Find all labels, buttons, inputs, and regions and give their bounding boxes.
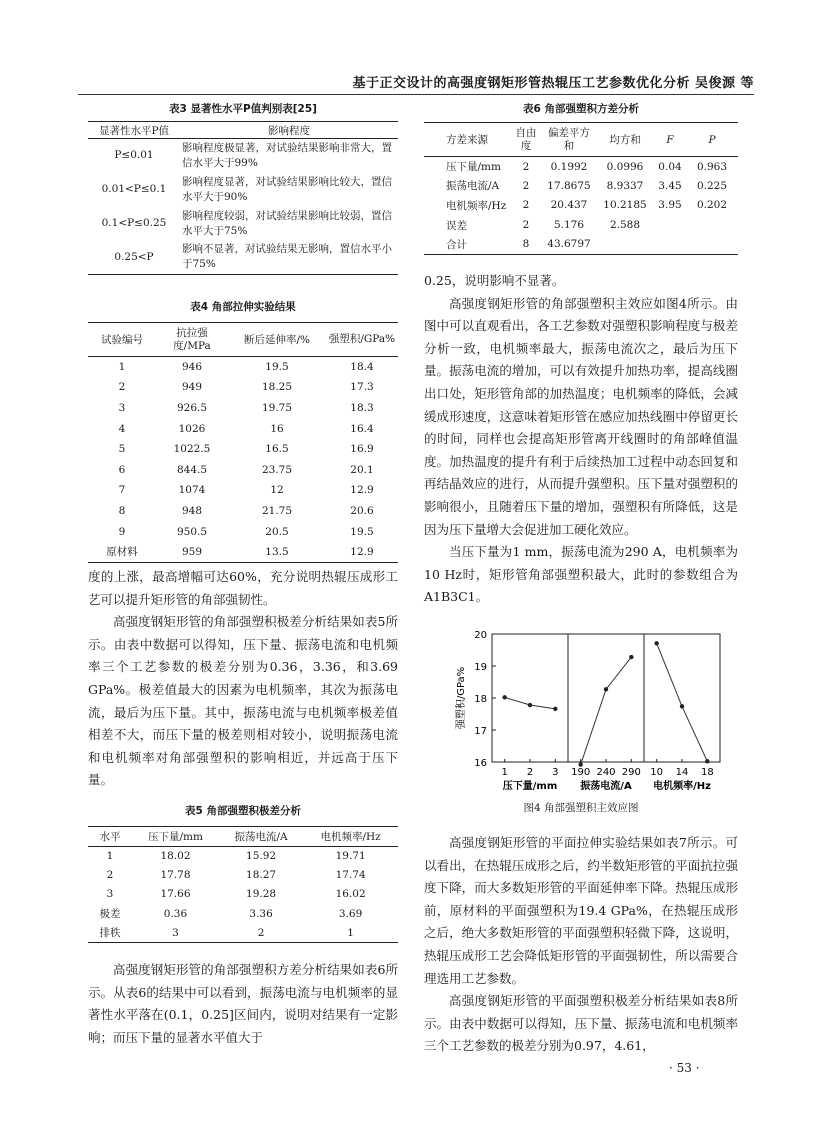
table4-row	[88, 418, 398, 439]
table4-cell: 959	[181, 545, 203, 558]
header-rule	[78, 94, 754, 95]
table5-cell: 18.02	[160, 850, 191, 863]
table4-cell: 16.4	[350, 422, 374, 435]
table5-row	[88, 866, 398, 885]
y-axis-label: 强塑积/GPa%	[456, 666, 467, 730]
table5-row	[88, 904, 398, 923]
data-point	[629, 655, 633, 659]
table4-row	[88, 377, 398, 398]
table4-cell: 8	[118, 504, 126, 517]
table5-row	[88, 885, 398, 904]
table6-cell: 误差	[446, 219, 467, 232]
table5-cell: 15.92	[246, 850, 277, 863]
x-tick-label: 3	[552, 767, 559, 778]
table4-cell: 12.9	[350, 545, 374, 558]
table6-cell: 2	[522, 179, 530, 192]
table6-header: 均方和	[609, 134, 641, 146]
right-paragraph-2: 高强度钢矩形管的角部强塑积主效应如图4所示。由图中可以直观看出，各工艺参数对强塑积影响程度与极差分析一致，电机频率最大，振荡电流次之，最后为压下量。振荡电流的增加，可以有效提升加热功率，提高线圈出口处，矩形管角部的加热温度；电机频率的降低，会减缓成形速度，这意味着矩形管在感应加热线圈中停留更长的时间，同样也会提高矩形管离开线圈时的角部峰值温度。加热温度的提升有利于后续热加工过程中动态回复和再结晶效应的进行，从而提升强塑积。压下量对强塑积的影响很小，且随着压下量的增加，强塑积有所降低，这是因为压下量增大会促进加工硬化效应。	[424, 295, 738, 537]
table4-cell: 23.75	[261, 463, 293, 476]
y-tick-label: 19	[474, 662, 487, 673]
table5-cell: 18.27	[246, 869, 277, 882]
x-tick-label: 2	[526, 767, 534, 778]
table3-row	[88, 207, 398, 241]
table4-cell: 5	[118, 443, 126, 456]
table3-cell: 影响程度显著，对试验结果影响比较大，置信水平大于90%	[182, 175, 392, 203]
table4-cell: 946	[181, 361, 203, 374]
left-paragraph-3: 高强度钢矩形管的角部强塑积方差分析结果如表6所示。从表6的结果中可以看到，振荡电流与电机频率的显著性水平落在(0.1，0.25]区间内，说明对结果有一定影响；而压下量的显著水平值大于	[88, 962, 398, 1045]
table6-cell: 振荡电流/A	[446, 180, 500, 193]
table5-row	[88, 923, 398, 942]
table4-cell: 16.5	[265, 443, 289, 456]
table5-cell: 17.74	[335, 869, 366, 882]
table4-header: 强塑积/GPa%	[328, 333, 396, 345]
table6-cell: 压下量/mm	[446, 161, 501, 174]
left-paragraph-1: 度的上涨，最高增幅可达60%，充分说明热辊压成形工艺可以提升矩形管的角部强韧性。	[88, 569, 398, 607]
table3-header: 影响程度	[268, 124, 310, 137]
table5	[88, 804, 398, 943]
table6-cell: 0.0996	[606, 160, 644, 173]
table6-cell: 17.8675	[547, 179, 591, 192]
table5-cell: 3.36	[249, 907, 273, 920]
table6-cell: 0.202	[696, 199, 728, 212]
table4-cell: 20.1	[350, 463, 374, 476]
table4-row	[88, 521, 398, 542]
table5-cell: 3	[106, 888, 114, 901]
table5-cell: 1	[347, 926, 354, 939]
table4-header: 抗拉强度/MPa	[173, 326, 211, 352]
table6-row	[424, 196, 738, 216]
table5-cell: 19.71	[335, 850, 366, 863]
table6-cell: 43.6797	[547, 238, 591, 251]
table5-cell: 2	[257, 926, 265, 939]
table5-cell: 0.36	[163, 907, 188, 920]
right-paragraph-1: 0.25，说明影响不显著。	[424, 273, 565, 288]
data-point	[502, 695, 506, 699]
table4-row	[88, 542, 398, 563]
x-tick-label: 190	[571, 767, 591, 778]
table4-row	[88, 439, 398, 460]
y-tick-label: 20	[474, 630, 487, 641]
table5-cell: 2	[106, 869, 114, 882]
x-axis-label: 振荡电流/A	[580, 781, 632, 792]
x-axis-label: 电机频率/Hz	[653, 781, 711, 792]
table5-cell: 3	[172, 926, 179, 939]
table6-cell: 0.04	[658, 160, 682, 173]
y-tick-label: 16	[474, 758, 487, 769]
table4-cell: 18.25	[261, 381, 293, 394]
right-text-block-1	[424, 270, 738, 609]
x-tick-label: 18	[700, 767, 714, 778]
table4-row	[88, 459, 398, 480]
table5-header: 压下量/mm	[148, 831, 203, 843]
page-number: · 53 ·	[669, 1061, 700, 1075]
table4-cell: 6	[118, 463, 126, 476]
table4	[88, 300, 398, 563]
series-line	[581, 657, 632, 765]
x-tick-label: 1	[501, 767, 508, 778]
table5-cell: 17.78	[160, 869, 191, 882]
table5-caption: 表5 角部强塑积极差分析	[185, 805, 301, 817]
table4-cell: 949	[181, 381, 203, 394]
table6-cell: 2	[522, 160, 530, 173]
table6-cell: 3.45	[658, 179, 682, 192]
x-axis-label: 压下量/mm	[502, 781, 558, 792]
table6-cell: 8	[522, 238, 530, 251]
table6-row	[424, 176, 738, 196]
table5-cell: 极差	[99, 908, 121, 921]
table5-row	[88, 847, 398, 866]
table3-cell: 0.25<P	[114, 250, 154, 263]
table6-header: F	[666, 133, 674, 146]
table6-header: 方差来源	[446, 134, 488, 146]
table6-cell: 合计	[446, 238, 467, 251]
y-tick-label: 17	[474, 726, 487, 737]
table6-cell	[596, 235, 654, 255]
table6-cell: 0.225	[696, 179, 728, 192]
y-tick-label: 18	[474, 694, 487, 705]
main-effects-chart	[424, 622, 738, 818]
table6-cell	[654, 235, 686, 255]
table3-cell: 0.01<P≤0.1	[101, 183, 167, 195]
table4-cell: 13.5	[265, 545, 289, 558]
left-paragraph-2: 高强度钢矩形管的角部强塑积极差分析结果如表5所示。由表中数据可以得知，压下量、振荡电流和电机频率三个工艺参数的极差分别为0.36，3.36，和3.69 GPa%。极差值最大的因素为电机频率，其次为振荡电流，最后为压下量。其中，振荡电流与电机频率极差值相差不大，而压下量的极差则相对较小，说明振荡电流和电机频率对角部强塑积的影响相近，并远高于压下量。	[88, 614, 398, 788]
data-point	[604, 687, 608, 691]
table4-cell: 3	[118, 401, 126, 414]
table3-cell: 影响程度较弱，对试验结果影响比较弱，置信水平大于75%	[182, 209, 392, 237]
right-text-block-2	[424, 832, 738, 1058]
data-point	[528, 703, 532, 707]
right-paragraph-4: 高强度钢矩形管的平面拉伸实验结果如表7所示。可以看出，在热辊压成形之后，约半数矩形管的平面抗拉强度下降，而大多数矩形管的平面延伸率下降。热辊压成形前，原材料的平面强塑积为19.4 GPa%，在热辊压成形之后，绝大多数矩形管的平面强塑积轻微下降，这说明，热辊压成形工艺会降低矩形管的平面强韧性，所以需要合理选用工艺参数。	[424, 835, 738, 986]
x-tick-label: 14	[675, 767, 689, 778]
table6-cell: 8.9337	[606, 179, 644, 192]
table3-cell: 影响不显著，对试验结果无影响，置信水平小于75%	[182, 243, 392, 271]
table6-cell: 10.2185	[603, 199, 647, 212]
table4-cell: 926.5	[176, 401, 208, 414]
table3-cell: P≤0.01	[114, 149, 154, 162]
table3-row	[88, 139, 398, 173]
table5-cell: 16.02	[335, 888, 366, 901]
left-text-block-1	[88, 566, 398, 792]
table4-cell: 18.3	[350, 401, 374, 414]
table4-cell: 1022.5	[173, 443, 211, 456]
x-tick-label: 10	[650, 767, 664, 778]
table6-row	[424, 157, 738, 177]
table5-cell: 3.69	[338, 907, 363, 920]
data-point	[680, 704, 684, 708]
table6-cell: 2	[522, 219, 530, 232]
left-text-block-2	[88, 959, 398, 1049]
table4-cell: 21.75	[261, 504, 293, 517]
table4-cell: 19.5	[265, 361, 289, 374]
table6-cell: 20.437	[550, 199, 588, 212]
table4-cell: 12.9	[350, 484, 374, 497]
table4-row	[88, 480, 398, 501]
table4-cell: 950.5	[176, 525, 208, 538]
table4-cell: 17.3	[350, 381, 374, 394]
running-title: 基于正交设计的高强度钢矩形管热辊压工艺参数优化分析 吴俊源 等	[352, 76, 754, 91]
table4-row	[88, 357, 398, 378]
table4-cell: 19.5	[350, 525, 374, 538]
table4-cell: 原材料	[106, 546, 138, 559]
table6-caption: 表6 角部强塑积方差分析	[523, 103, 639, 115]
table4-row	[88, 398, 398, 419]
table6-cell	[686, 215, 738, 235]
table4-cell: 7	[118, 484, 126, 497]
table6-cell: 0.1992	[550, 160, 588, 173]
table4-header: 断后延伸率/%	[243, 334, 310, 346]
right-paragraph-3: 当压下量为1 mm，振荡电流为290 A，电机频率为10 Hz时，矩形管角部强塑积最大，此时的参数组合为A1B3C1。	[424, 544, 738, 605]
table5-cell: 17.66	[160, 888, 191, 901]
table4-cell: 20.6	[350, 504, 374, 517]
table6-cell: 2	[522, 199, 530, 212]
table4-cell: 1026	[178, 422, 206, 435]
table6-header: 自由度	[515, 126, 537, 152]
x-tick-label: 290	[621, 767, 641, 778]
table4-cell: 16.9	[350, 443, 374, 456]
right-paragraph-5: 高强度钢矩形管的平面强塑积极差分析结果如表8所示。由表中数据可以得知，压下量、振荡电流和电机频率三个工艺参数的极差分别为0.97，4.61，	[424, 993, 738, 1054]
x-tick-label: 240	[596, 767, 616, 778]
table6	[424, 102, 738, 255]
table4-cell: 19.75	[261, 401, 293, 414]
table4-cell: 1	[118, 361, 126, 374]
table4-cell: 16	[270, 422, 284, 435]
table4-header: 试验编号	[101, 334, 143, 346]
table6-cell: 3.95	[658, 199, 682, 212]
table4-cell: 844.5	[176, 463, 208, 476]
table5-header: 振荡电流/A	[234, 831, 288, 843]
table6-cell: 电机频率/Hz	[446, 199, 507, 212]
plot-frame	[492, 634, 720, 762]
table6-header: 偏差平方和	[548, 126, 590, 152]
table4-cell: 4	[118, 422, 126, 435]
table4-cell: 1074	[178, 484, 206, 497]
table4-cell: 18.4	[350, 361, 374, 374]
table6-cell: 2.588	[609, 219, 641, 232]
table5-cell: 排秩	[99, 927, 121, 940]
table3-row	[88, 241, 398, 275]
table3-header: 显著性水平P值	[98, 124, 170, 137]
table4-cell: 948	[181, 504, 203, 517]
table5-cell: 1	[106, 850, 114, 863]
table6-cell: 5.176	[553, 219, 585, 232]
table4-cell: 20.5	[265, 525, 289, 538]
table3	[88, 102, 398, 275]
table6-cell: 0.963	[696, 160, 728, 173]
table3-row	[88, 173, 398, 207]
table4-caption: 表4 角部拉伸实验结果	[190, 301, 296, 313]
figure4	[424, 622, 738, 818]
table4-cell: 2	[118, 381, 126, 394]
table5-header: 水平	[99, 831, 121, 843]
table4-cell: 9	[118, 525, 126, 538]
table3-cell: 0.1<P≤0.25	[101, 217, 167, 229]
table6-row	[424, 215, 738, 235]
table4-cell: 12	[270, 484, 284, 497]
figure4-caption: 图4 角部强塑积主效应图	[523, 802, 639, 814]
data-point	[654, 641, 658, 645]
table6-cell	[686, 235, 738, 255]
table3-caption: 表3 显著性水平P值判别表[25]	[169, 103, 317, 115]
table5-cell: 19.28	[246, 888, 277, 901]
data-point	[553, 707, 557, 711]
series-line	[657, 643, 708, 761]
table6-row	[424, 235, 738, 255]
table6-header: P	[708, 133, 716, 146]
table4-row	[88, 501, 398, 522]
table6-cell	[654, 215, 686, 235]
table3-cell: 影响程度极显著，对试验结果影响非常大，置信水平大于99%	[182, 141, 392, 169]
table5-header: 电机频率/Hz	[320, 831, 381, 843]
